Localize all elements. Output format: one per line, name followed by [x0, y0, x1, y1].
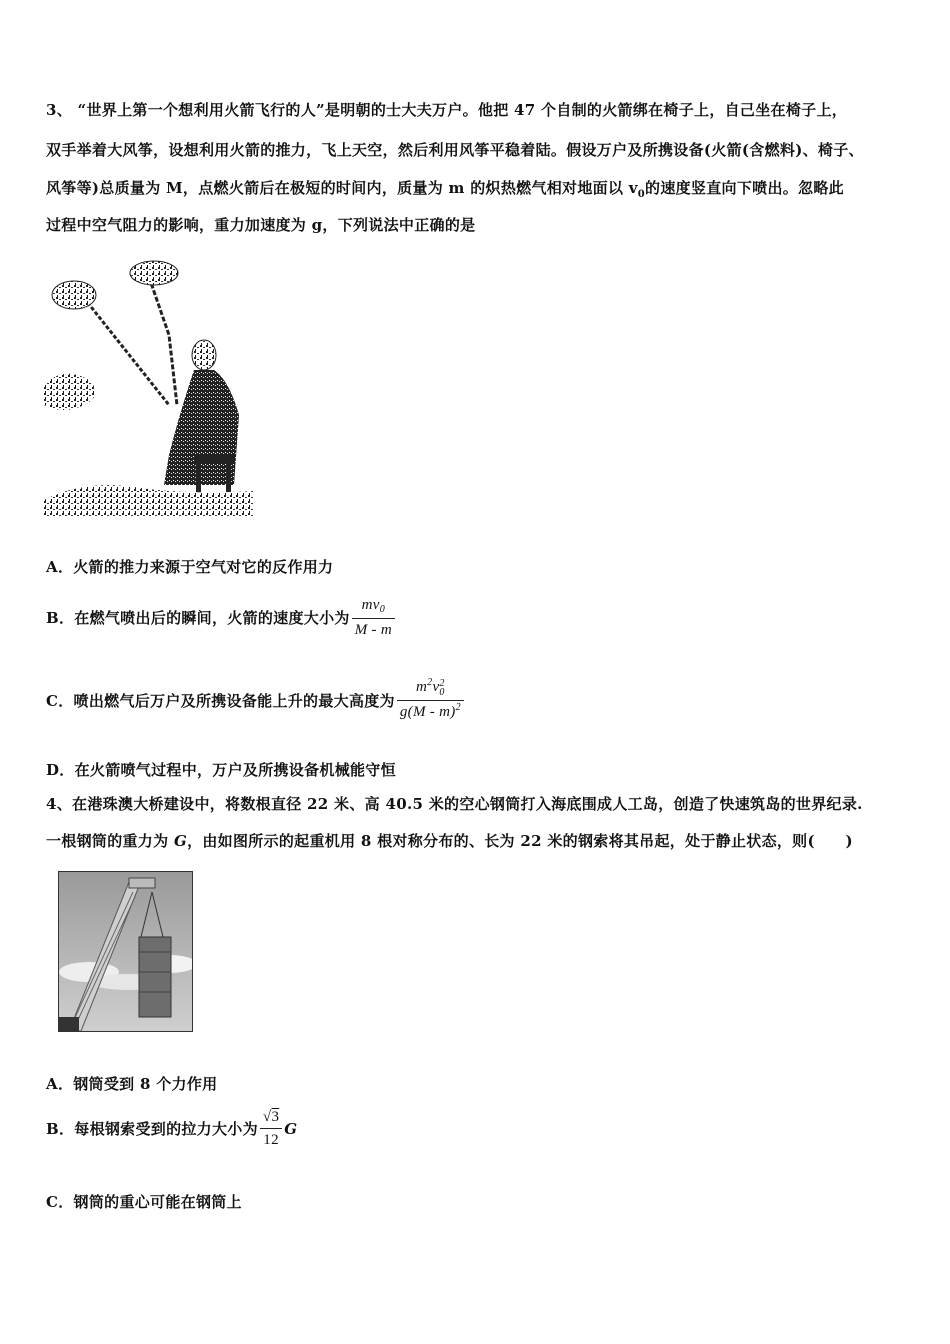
q3-option-c — [46, 678, 464, 723]
q4-option-b-denominator: 12 — [263, 1132, 279, 1148]
wan-hu-illustration-svg — [44, 255, 264, 517]
q3-option-d: D．在火箭喷气过程中，万户及所携设备机械能守恒 — [46, 761, 396, 779]
crane-photo-svg — [59, 872, 192, 1031]
q3-option-b-text: B．在燃气喷出后的瞬间，火箭的速度大小为 — [46, 608, 350, 627]
q3-option-c-text: C．喷出燃气后万户及所携设备能上升的最大高度为 — [46, 691, 395, 710]
q4-line2-part-a: 一根钢筒的重力为 — [46, 832, 174, 850]
wan-hu-illustration — [44, 255, 264, 517]
q3-option-b-fraction — [352, 596, 395, 639]
q3-stem-line-3 — [46, 178, 844, 205]
q3-option-b-denominator: M - m — [354, 622, 393, 638]
q3-line3-part-a: 风筝等)总质量为 M，点燃火箭后在极短的时间内，质量为 m 的炽热燃气相对地面以 v — [46, 179, 638, 197]
q4-option-a: A．钢筒受到 8 个力作用 — [46, 1075, 218, 1093]
q4-option-b — [46, 1108, 297, 1149]
q3-option-c-fraction — [397, 678, 464, 723]
crane-steel-cylinder-photo — [58, 871, 193, 1032]
q3-option-b — [46, 596, 395, 639]
q4-stem-line-1: 4、在港珠澳大桥建设中，将数根直径 22 米、高 40.5 米的空心钢筒打入海底围成人工岛，创造了快速筑岛的世界纪录. — [46, 795, 863, 813]
q3-stem-line-1: 3、 “世界上第一个想利用火箭飞行的人”是明朝的士大夫万户。他把 47 个自制的火箭绑在椅子上，自己坐在椅子上， — [46, 101, 848, 119]
q3-option-c-numerator: $m^2v$ 2 0 — [397, 678, 464, 701]
q4-line2-part-b: ，由如图所示的起重机用 8 根对称分布的、长为 22 米的钢索将其吊起，处于静止状态，则( ) — [187, 832, 853, 850]
q3-option-a: A．火箭的推力来源于空气对它的反作用力 — [46, 558, 334, 576]
q3-option-c-denominator: g(M - m)$^2$ — [399, 702, 461, 720]
q4-stem-line-2 — [46, 831, 853, 851]
q4-option-b-numerator: √3 — [260, 1108, 282, 1129]
q4-option-b-fraction — [260, 1108, 282, 1149]
q4-option-c: C．钢筒的重心可能在钢筒上 — [46, 1193, 242, 1211]
q4-option-b-text: B．每根钢索受到的拉力大小为 — [46, 1119, 258, 1138]
q3-stem-line-2: 双手举着大风筝，设想利用火箭的推力，飞上天空，然后利用风筝平稳着陆。假设万户及所携设备(火箭(含燃料)、椅子、 — [46, 141, 864, 159]
q3-v0-subscript: 0 — [637, 189, 646, 200]
q4-line2-g: G — [173, 832, 188, 850]
q3-line3-part-b: 的速度竖直向下喷出。忽略此 — [645, 179, 844, 197]
q3-option-b-numerator: $mv_0$ — [352, 596, 395, 619]
q4-option-b-g: G — [284, 1119, 298, 1138]
q3-stem-line-4: 过程中空气阻力的影响，重力加速度为 g，下列说法中正确的是 — [46, 216, 476, 234]
